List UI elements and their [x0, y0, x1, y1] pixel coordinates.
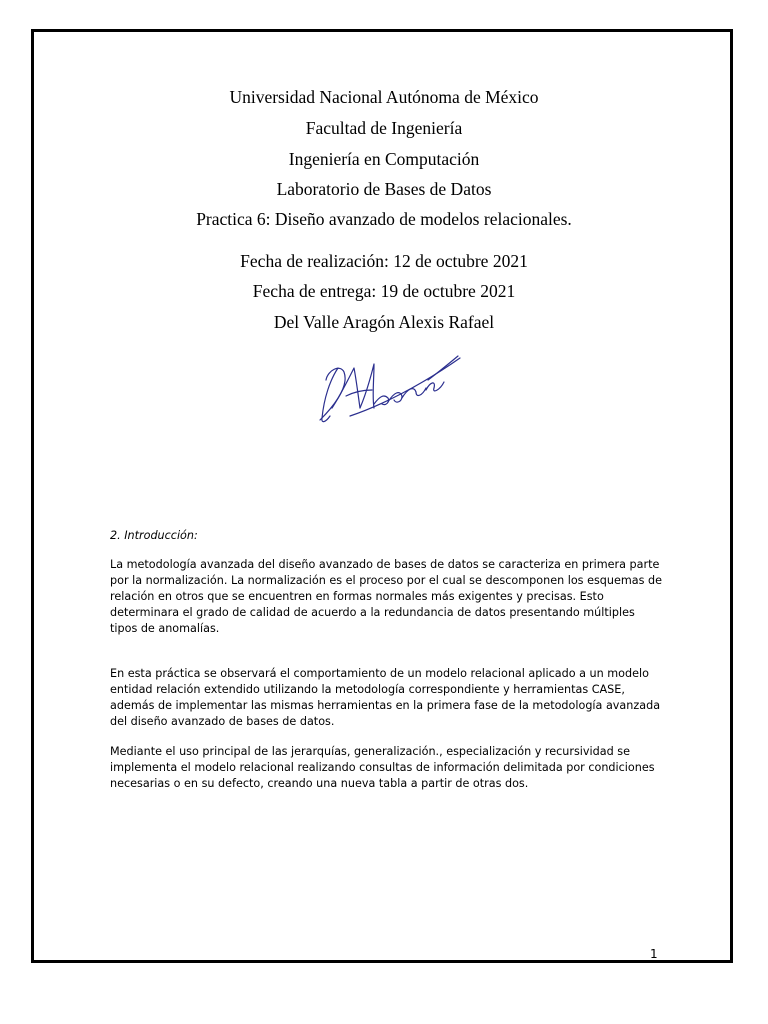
- section-heading: 2. Introducción:: [110, 529, 198, 542]
- intro-paragraph-2: En esta práctica se observará el comportamiento de un modelo relacional aplicado a un modelo entidad relación extendido utilizando la metodología correspondiente y herramientas CASE, además de implementar las mismas herramientas en la primera fase de la metodología avanzada del diseño avanzado de bases de datos.: [110, 667, 661, 728]
- author-name: Del Valle Aragón Alexis Rafael: [273, 312, 495, 332]
- lab-name: Laboratorio de Bases de Datos: [276, 179, 492, 199]
- intro-paragraph-3: Mediante el uso principal de las jerarquías, generalización., especialización y recursividad se implementa el modelo relacional realizando consultas de información delimitada por condiciones necesarias o en su defecto, creando una nueva tabla a partir de otras dos.: [110, 745, 655, 790]
- practice-title: Practica 6: Diseño avanzado de modelos relacionales.: [196, 209, 572, 229]
- program-name: Ingeniería en Computación: [288, 149, 480, 169]
- handwritten-signature: [310, 350, 470, 430]
- page-border: [31, 29, 733, 963]
- date-due: Fecha de entrega: 19 de octubre 2021: [252, 281, 516, 301]
- page-number: 1: [650, 947, 658, 961]
- date-done: Fecha de realización: 12 de octubre 2021: [240, 251, 528, 271]
- faculty-name: Facultad de Ingeniería: [305, 118, 463, 138]
- university-name: Universidad Nacional Autónoma de México: [229, 87, 539, 107]
- intro-paragraph-1: La metodología avanzada del diseño avanzado de bases de datos se caracteriza en primera parte por la normalización. La normalización es el proceso por el cual se descomponen los esquemas de relación en otros que se encuentren en formas normales más exigentes y precisas. Esto determinara el grado de calidad de acuerdo a la redundancia de datos presentando múltiples tipos de anomalías.: [110, 558, 662, 635]
